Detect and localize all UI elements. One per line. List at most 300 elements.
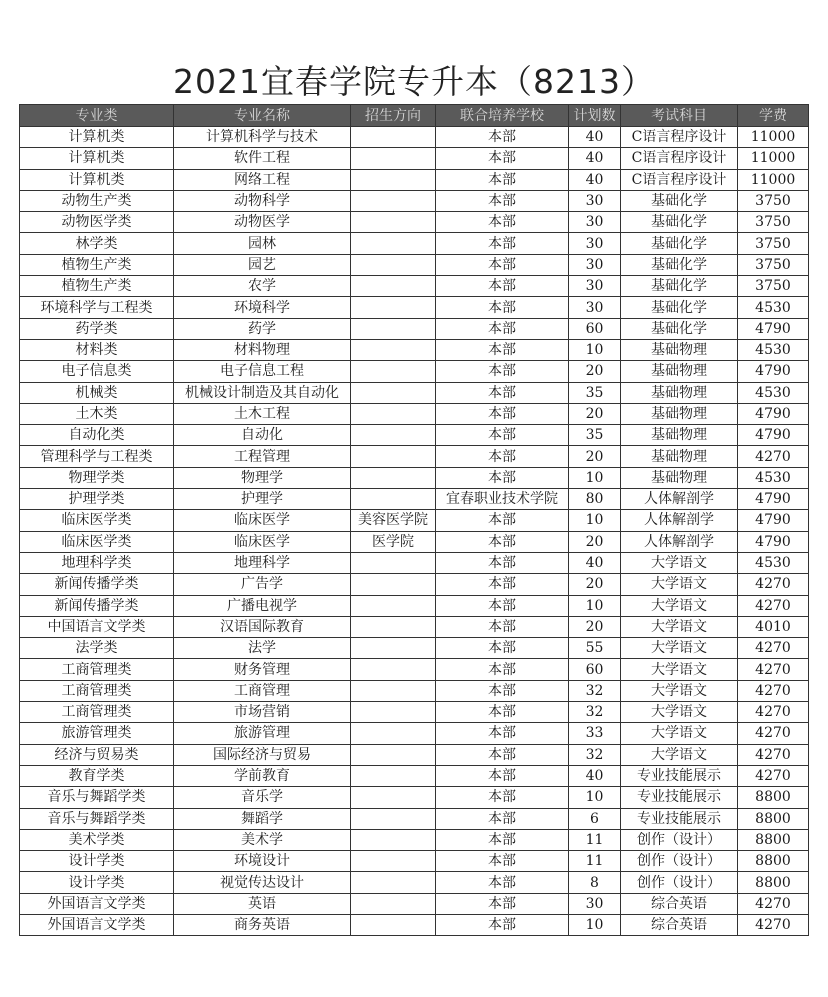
cell-direction: 医学院 (351, 531, 436, 552)
cell-major-name: 网络工程 (174, 169, 351, 190)
cell-major-category: 地理科学类 (20, 552, 174, 573)
cell-plan-count: 40 (569, 552, 621, 573)
cell-major-name: 药学 (174, 318, 351, 339)
cell-direction (351, 787, 436, 808)
cell-major-category: 药学类 (20, 318, 174, 339)
header-exam-subject: 考试科目 (621, 105, 738, 127)
cell-direction (351, 403, 436, 424)
cell-exam-subject: 创作（设计） (621, 851, 738, 872)
cell-exam-subject: 大学语文 (621, 680, 738, 701)
cell-tuition: 4270 (738, 680, 809, 701)
table-row (20, 425, 809, 446)
cell-major-name: 汉语国际教育 (174, 616, 351, 637)
cell-tuition: 11000 (738, 127, 809, 148)
cell-tuition: 4790 (738, 489, 809, 510)
cell-major-name: 工程管理 (174, 446, 351, 467)
cell-major-name: 环境设计 (174, 851, 351, 872)
cell-major-name: 学前教育 (174, 765, 351, 786)
table-row (20, 190, 809, 211)
cell-direction (351, 680, 436, 701)
table-row (20, 680, 809, 701)
cell-exam-subject: 创作（设计） (621, 829, 738, 850)
table-row (20, 361, 809, 382)
cell-plan-count: 32 (569, 744, 621, 765)
cell-plan-count: 11 (569, 851, 621, 872)
cell-partner-school: 本部 (436, 190, 569, 211)
cell-exam-subject: 基础化学 (621, 297, 738, 318)
cell-tuition: 4530 (738, 552, 809, 573)
table-row (20, 787, 809, 808)
cell-plan-count: 6 (569, 808, 621, 829)
cell-tuition: 4790 (738, 425, 809, 446)
cell-exam-subject: 大学语文 (621, 638, 738, 659)
cell-partner-school: 本部 (436, 233, 569, 254)
cell-major-name: 临床医学 (174, 510, 351, 531)
cell-direction (351, 616, 436, 637)
cell-exam-subject: 综合英语 (621, 914, 738, 935)
header-tuition: 学费 (738, 105, 809, 127)
cell-plan-count: 33 (569, 723, 621, 744)
cell-exam-subject: C语言程序设计 (621, 169, 738, 190)
cell-tuition: 4270 (738, 765, 809, 786)
cell-exam-subject: 专业技能展示 (621, 808, 738, 829)
cell-major-category: 教育学类 (20, 765, 174, 786)
cell-major-name: 机械设计制造及其自动化 (174, 382, 351, 403)
cell-tuition: 4270 (738, 744, 809, 765)
cell-major-name: 财务管理 (174, 659, 351, 680)
cell-direction (351, 212, 436, 233)
cell-direction (351, 446, 436, 467)
cell-partner-school: 本部 (436, 616, 569, 637)
cell-partner-school: 本部 (436, 659, 569, 680)
cell-plan-count: 40 (569, 765, 621, 786)
cell-direction (351, 872, 436, 893)
cell-major-name: 市场营销 (174, 702, 351, 723)
table-row (20, 893, 809, 914)
cell-plan-count: 10 (569, 787, 621, 808)
table-row (20, 254, 809, 275)
cell-partner-school: 本部 (436, 829, 569, 850)
table-row (20, 552, 809, 573)
table-row (20, 829, 809, 850)
cell-partner-school: 本部 (436, 893, 569, 914)
cell-plan-count: 20 (569, 574, 621, 595)
cell-partner-school: 本部 (436, 403, 569, 424)
header-plan-count: 计划数 (569, 105, 621, 127)
cell-tuition: 4270 (738, 446, 809, 467)
table-row (20, 574, 809, 595)
cell-major-name: 动物医学 (174, 212, 351, 233)
cell-tuition: 8800 (738, 829, 809, 850)
header-major-category: 专业类 (20, 105, 174, 127)
cell-partner-school: 本部 (436, 574, 569, 595)
table-row (20, 446, 809, 467)
cell-partner-school: 本部 (436, 467, 569, 488)
cell-exam-subject: 基础化学 (621, 276, 738, 297)
cell-major-category: 设计学类 (20, 872, 174, 893)
cell-tuition: 4270 (738, 914, 809, 935)
header-major-name: 专业名称 (174, 105, 351, 127)
table-row (20, 808, 809, 829)
cell-tuition: 8800 (738, 851, 809, 872)
cell-partner-school: 本部 (436, 382, 569, 403)
cell-direction (351, 574, 436, 595)
cell-tuition: 4790 (738, 361, 809, 382)
cell-plan-count: 20 (569, 403, 621, 424)
cell-partner-school: 本部 (436, 744, 569, 765)
cell-partner-school: 本部 (436, 339, 569, 360)
cell-exam-subject: 大学语文 (621, 723, 738, 744)
cell-major-category: 林学类 (20, 233, 174, 254)
cell-major-name: 广告学 (174, 574, 351, 595)
cell-major-category: 计算机类 (20, 148, 174, 169)
cell-major-name: 动物科学 (174, 190, 351, 211)
cell-plan-count: 30 (569, 276, 621, 297)
cell-major-category: 电子信息类 (20, 361, 174, 382)
table-row (20, 851, 809, 872)
cell-major-name: 土木工程 (174, 403, 351, 424)
cell-major-name: 广播电视学 (174, 595, 351, 616)
cell-major-name: 视觉传达设计 (174, 872, 351, 893)
cell-exam-subject: 基础化学 (621, 190, 738, 211)
header-direction: 招生方向 (351, 105, 436, 127)
cell-major-name: 地理科学 (174, 552, 351, 573)
table-body (20, 127, 809, 936)
cell-direction (351, 361, 436, 382)
cell-partner-school: 本部 (436, 297, 569, 318)
cell-major-category: 外国语言文学类 (20, 893, 174, 914)
cell-plan-count: 40 (569, 169, 621, 190)
cell-major-name: 自动化 (174, 425, 351, 446)
cell-direction (351, 425, 436, 446)
cell-direction (351, 318, 436, 339)
cell-tuition: 4530 (738, 382, 809, 403)
cell-major-category: 新闻传播学类 (20, 574, 174, 595)
cell-exam-subject: 综合英语 (621, 893, 738, 914)
table-row (20, 702, 809, 723)
cell-exam-subject: 基础化学 (621, 233, 738, 254)
cell-partner-school: 本部 (436, 510, 569, 531)
table-row (20, 744, 809, 765)
cell-partner-school: 本部 (436, 702, 569, 723)
cell-exam-subject: 大学语文 (621, 595, 738, 616)
table-row (20, 595, 809, 616)
cell-major-name: 美术学 (174, 829, 351, 850)
cell-major-name: 材料物理 (174, 339, 351, 360)
cell-direction (351, 489, 436, 510)
cell-plan-count: 40 (569, 127, 621, 148)
cell-tuition: 4530 (738, 297, 809, 318)
cell-direction (351, 169, 436, 190)
cell-direction (351, 595, 436, 616)
cell-exam-subject: 大学语文 (621, 552, 738, 573)
cell-major-name: 旅游管理 (174, 723, 351, 744)
cell-major-name: 法学 (174, 638, 351, 659)
cell-direction (351, 744, 436, 765)
cell-major-name: 英语 (174, 893, 351, 914)
cell-partner-school: 本部 (436, 318, 569, 339)
cell-major-category: 自动化类 (20, 425, 174, 446)
cell-direction (351, 276, 436, 297)
admissions-table (19, 104, 809, 936)
cell-tuition: 3750 (738, 254, 809, 275)
cell-plan-count: 60 (569, 659, 621, 680)
cell-plan-count: 20 (569, 446, 621, 467)
cell-major-name: 软件工程 (174, 148, 351, 169)
cell-exam-subject: 人体解剖学 (621, 510, 738, 531)
cell-exam-subject: 基础物理 (621, 361, 738, 382)
cell-exam-subject: 创作（设计） (621, 872, 738, 893)
cell-partner-school: 本部 (436, 254, 569, 275)
cell-major-category: 护理学类 (20, 489, 174, 510)
cell-direction: 美容医学院 (351, 510, 436, 531)
table-row (20, 403, 809, 424)
cell-partner-school: 本部 (436, 361, 569, 382)
cell-exam-subject: 专业技能展示 (621, 765, 738, 786)
cell-major-category: 动物医学类 (20, 212, 174, 233)
cell-exam-subject: 大学语文 (621, 702, 738, 723)
cell-plan-count: 10 (569, 467, 621, 488)
cell-exam-subject: 基础化学 (621, 212, 738, 233)
cell-exam-subject: 基础化学 (621, 254, 738, 275)
cell-tuition: 4790 (738, 531, 809, 552)
cell-direction (351, 893, 436, 914)
table-row (20, 148, 809, 169)
cell-tuition: 3750 (738, 212, 809, 233)
cell-major-name: 园林 (174, 233, 351, 254)
cell-major-category: 临床医学类 (20, 531, 174, 552)
cell-partner-school: 本部 (436, 212, 569, 233)
cell-tuition: 3750 (738, 276, 809, 297)
cell-direction (351, 254, 436, 275)
cell-exam-subject: C语言程序设计 (621, 148, 738, 169)
cell-major-category: 环境科学与工程类 (20, 297, 174, 318)
table-row (20, 638, 809, 659)
cell-partner-school: 本部 (436, 531, 569, 552)
header-partner-school: 联合培养学校 (436, 105, 569, 127)
cell-tuition: 4270 (738, 638, 809, 659)
table-row (20, 382, 809, 403)
cell-exam-subject: 基础物理 (621, 467, 738, 488)
cell-tuition: 4530 (738, 339, 809, 360)
cell-partner-school: 本部 (436, 765, 569, 786)
cell-partner-school: 本部 (436, 914, 569, 935)
cell-direction (351, 914, 436, 935)
cell-tuition: 4270 (738, 723, 809, 744)
table-row (20, 318, 809, 339)
cell-major-category: 临床医学类 (20, 510, 174, 531)
cell-exam-subject: 基础物理 (621, 339, 738, 360)
cell-direction (351, 552, 436, 573)
cell-tuition: 4790 (738, 403, 809, 424)
table-row (20, 531, 809, 552)
cell-exam-subject: 基础物理 (621, 403, 738, 424)
cell-partner-school: 本部 (436, 425, 569, 446)
cell-tuition: 4010 (738, 616, 809, 637)
cell-major-name: 国际经济与贸易 (174, 744, 351, 765)
table-row (20, 872, 809, 893)
cell-plan-count: 80 (569, 489, 621, 510)
cell-major-name: 工商管理 (174, 680, 351, 701)
cell-plan-count: 30 (569, 233, 621, 254)
cell-tuition: 4530 (738, 467, 809, 488)
cell-exam-subject: 基础物理 (621, 382, 738, 403)
cell-exam-subject: 人体解剖学 (621, 489, 738, 510)
cell-plan-count: 55 (569, 638, 621, 659)
cell-tuition: 11000 (738, 148, 809, 169)
table-row (20, 659, 809, 680)
cell-partner-school: 宜春职业技术学院 (436, 489, 569, 510)
cell-direction (351, 339, 436, 360)
cell-exam-subject: C语言程序设计 (621, 127, 738, 148)
cell-direction (351, 190, 436, 211)
cell-partner-school: 本部 (436, 872, 569, 893)
cell-direction (351, 851, 436, 872)
cell-partner-school: 本部 (436, 787, 569, 808)
cell-major-category: 计算机类 (20, 169, 174, 190)
cell-direction (351, 659, 436, 680)
table-row (20, 339, 809, 360)
cell-major-name: 临床医学 (174, 531, 351, 552)
cell-tuition: 4270 (738, 595, 809, 616)
table-row (20, 276, 809, 297)
cell-major-category: 土木类 (20, 403, 174, 424)
cell-plan-count: 8 (569, 872, 621, 893)
cell-partner-school: 本部 (436, 808, 569, 829)
cell-partner-school: 本部 (436, 552, 569, 573)
cell-partner-school: 本部 (436, 169, 569, 190)
cell-plan-count: 30 (569, 254, 621, 275)
cell-partner-school: 本部 (436, 851, 569, 872)
cell-tuition: 4270 (738, 893, 809, 914)
cell-major-category: 中国语言文学类 (20, 616, 174, 637)
cell-major-name: 商务英语 (174, 914, 351, 935)
cell-major-category: 机械类 (20, 382, 174, 403)
cell-partner-school: 本部 (436, 638, 569, 659)
cell-direction (351, 638, 436, 659)
cell-major-category: 植物生产类 (20, 254, 174, 275)
cell-major-name: 音乐学 (174, 787, 351, 808)
cell-plan-count: 32 (569, 702, 621, 723)
table-row (20, 616, 809, 637)
cell-plan-count: 40 (569, 148, 621, 169)
cell-major-name: 电子信息工程 (174, 361, 351, 382)
cell-exam-subject: 基础化学 (621, 318, 738, 339)
cell-plan-count: 35 (569, 425, 621, 446)
table-row (20, 489, 809, 510)
cell-plan-count: 30 (569, 190, 621, 211)
cell-direction (351, 723, 436, 744)
cell-major-category: 设计学类 (20, 851, 174, 872)
cell-partner-school: 本部 (436, 127, 569, 148)
cell-direction (351, 382, 436, 403)
cell-direction (351, 297, 436, 318)
page-title: 2021宜春学院专升本（8213） (173, 62, 655, 101)
cell-plan-count: 10 (569, 339, 621, 360)
cell-tuition: 4270 (738, 659, 809, 680)
cell-plan-count: 35 (569, 382, 621, 403)
cell-tuition: 4270 (738, 574, 809, 595)
cell-major-name: 农学 (174, 276, 351, 297)
table-row (20, 212, 809, 233)
cell-direction (351, 829, 436, 850)
cell-major-name: 物理学 (174, 467, 351, 488)
cell-direction (351, 233, 436, 254)
table-row (20, 467, 809, 488)
cell-plan-count: 30 (569, 893, 621, 914)
table-row (20, 765, 809, 786)
cell-direction (351, 765, 436, 786)
cell-exam-subject: 大学语文 (621, 574, 738, 595)
cell-tuition: 3750 (738, 233, 809, 254)
cell-plan-count: 20 (569, 616, 621, 637)
cell-major-category: 动物生产类 (20, 190, 174, 211)
cell-major-category: 音乐与舞蹈学类 (20, 808, 174, 829)
cell-exam-subject: 基础物理 (621, 446, 738, 467)
cell-direction (351, 127, 436, 148)
cell-major-category: 管理科学与工程类 (20, 446, 174, 467)
cell-tuition: 4270 (738, 702, 809, 723)
cell-exam-subject: 大学语文 (621, 659, 738, 680)
cell-major-category: 美术学类 (20, 829, 174, 850)
cell-major-category: 法学类 (20, 638, 174, 659)
cell-direction (351, 467, 436, 488)
cell-major-category: 外国语言文学类 (20, 914, 174, 935)
cell-plan-count: 30 (569, 297, 621, 318)
cell-major-name: 计算机科学与技术 (174, 127, 351, 148)
cell-major-category: 旅游管理类 (20, 723, 174, 744)
cell-major-name: 舞蹈学 (174, 808, 351, 829)
cell-plan-count: 32 (569, 680, 621, 701)
cell-major-category: 新闻传播学类 (20, 595, 174, 616)
cell-plan-count: 20 (569, 531, 621, 552)
cell-partner-school: 本部 (436, 276, 569, 297)
table-row (20, 723, 809, 744)
cell-tuition: 11000 (738, 169, 809, 190)
cell-major-name: 环境科学 (174, 297, 351, 318)
cell-exam-subject: 大学语文 (621, 744, 738, 765)
cell-direction (351, 148, 436, 169)
table-row (20, 233, 809, 254)
cell-direction (351, 702, 436, 723)
cell-major-category: 物理学类 (20, 467, 174, 488)
cell-major-name: 园艺 (174, 254, 351, 275)
cell-plan-count: 10 (569, 595, 621, 616)
cell-direction (351, 808, 436, 829)
cell-tuition: 4790 (738, 510, 809, 531)
cell-major-category: 计算机类 (20, 127, 174, 148)
cell-plan-count: 60 (569, 318, 621, 339)
cell-exam-subject: 基础物理 (621, 425, 738, 446)
cell-plan-count: 20 (569, 361, 621, 382)
table-row (20, 169, 809, 190)
cell-major-category: 植物生产类 (20, 276, 174, 297)
cell-major-category: 材料类 (20, 339, 174, 360)
cell-exam-subject: 人体解剖学 (621, 531, 738, 552)
cell-plan-count: 10 (569, 510, 621, 531)
cell-partner-school: 本部 (436, 680, 569, 701)
cell-major-category: 工商管理类 (20, 680, 174, 701)
cell-partner-school: 本部 (436, 595, 569, 616)
cell-tuition: 4790 (738, 318, 809, 339)
table-row (20, 914, 809, 935)
cell-major-category: 工商管理类 (20, 702, 174, 723)
cell-exam-subject: 专业技能展示 (621, 787, 738, 808)
cell-tuition: 8800 (738, 872, 809, 893)
table-row (20, 127, 809, 148)
cell-major-category: 音乐与舞蹈学类 (20, 787, 174, 808)
cell-exam-subject: 大学语文 (621, 616, 738, 637)
